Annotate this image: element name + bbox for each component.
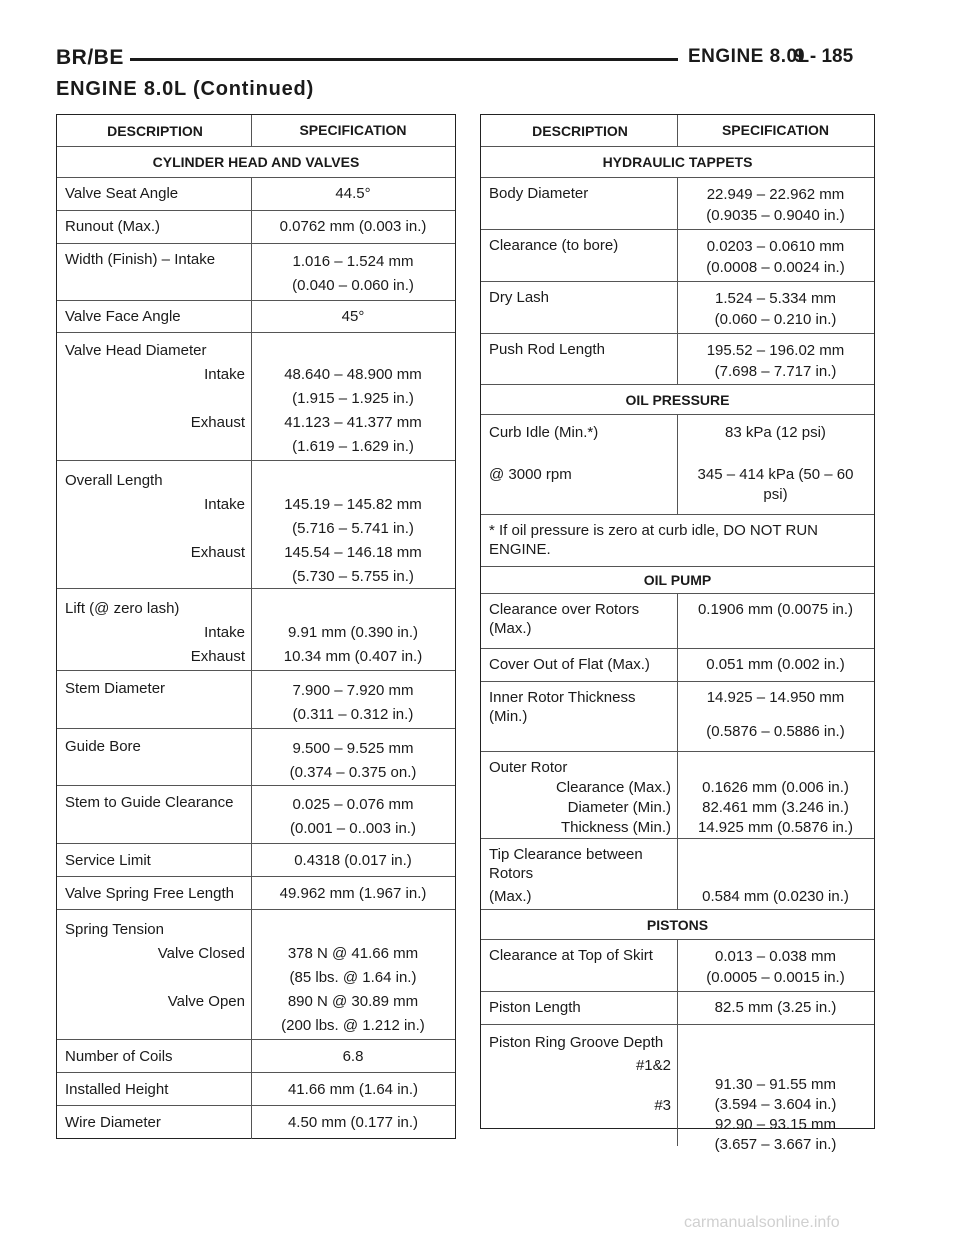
value-line: (0.5876 – 0.5886 in.) — [706, 723, 845, 740]
table-row — [481, 939, 874, 991]
row-description: Wire Diameter — [65, 1114, 161, 1131]
value-line: (0.001 – 0..003 in.) — [290, 820, 416, 837]
value-line: 345 – 414 kPa (50 – 60 — [697, 466, 854, 483]
value-line: 9.500 – 9.525 mm — [292, 740, 414, 757]
value-line: 145.19 – 145.82 mm — [284, 496, 422, 513]
row-label: Tip Clearance between Rotors — [489, 846, 643, 882]
table-row — [481, 281, 874, 333]
value-line: 22.949 – 22.962 mm — [706, 186, 845, 203]
row-value — [677, 940, 873, 991]
row-value — [251, 729, 454, 785]
section-title — [481, 566, 874, 593]
row-label: Lift (@ zero lash) — [65, 600, 180, 617]
row-label: Outer Rotor — [489, 759, 568, 776]
row-label: Piston Ring Groove Depth — [489, 1034, 664, 1051]
table-row — [57, 728, 455, 785]
row-value — [677, 1025, 873, 1153]
watermark: carmanualsonline.info — [684, 1214, 840, 1231]
table-row — [481, 333, 874, 384]
table-row — [481, 681, 874, 751]
sub-label: Valve Open — [167, 993, 245, 1010]
table-row — [481, 751, 874, 838]
row-description: Dry Lash — [489, 289, 550, 306]
sub-label: Intake — [204, 624, 245, 641]
value-line: 145.54 – 146.18 mm — [284, 544, 422, 561]
table-row — [57, 843, 455, 876]
value-line: (1.619 – 1.629 in.) — [292, 438, 414, 455]
sub-label: Intake — [204, 496, 245, 513]
value-line: 1.016 – 1.524 mm — [292, 253, 414, 270]
row-description: Stem to Guide Clearance — [65, 794, 234, 811]
header-rule — [130, 58, 678, 61]
value-line: (5.716 – 5.741 in.) — [292, 520, 414, 537]
row-description: Installed Height — [65, 1081, 169, 1098]
row-description — [57, 910, 251, 1039]
row-description: Clearance (to bore) — [489, 237, 619, 254]
row-label: Overall Length — [65, 472, 163, 489]
header-section: ENGINE 8.0L — [688, 46, 810, 67]
value-line: 82.461 mm (3.246 in.) — [702, 799, 849, 816]
value-line: 0.1626 mm (0.006 in.) — [702, 779, 849, 796]
row-label: @ 3000 rpm — [489, 466, 572, 483]
value-line: psi) — [763, 486, 788, 503]
value-line: (3.594 – 3.604 in.) — [714, 1096, 837, 1113]
section-title-text: HYDRAULIC TAPPETS — [602, 154, 753, 170]
table-row — [481, 414, 874, 514]
table-header — [57, 115, 455, 146]
value-line: 91.30 – 91.55 mm — [715, 1076, 836, 1093]
sub-label: #3 — [654, 1097, 671, 1114]
value-line: 1.524 – 5.334 mm — [715, 290, 836, 307]
row-description: Valve Spring Free Length — [65, 885, 234, 902]
value-line: (0.040 – 0.060 in.) — [292, 277, 414, 294]
row-description: Clearance over Rotors (Max.) — [489, 601, 640, 637]
row-value — [251, 671, 454, 728]
value-line: 14.925 mm (0.5876 in.) — [697, 819, 854, 836]
section-title — [481, 384, 874, 414]
row-description: Piston Length — [489, 999, 581, 1016]
value-line: 48.640 – 48.900 mm — [284, 366, 422, 383]
row-description — [481, 1025, 677, 1146]
value-line: (0.060 – 0.210 in.) — [714, 311, 837, 328]
sub-label: Exhaust — [190, 544, 245, 561]
row-value — [251, 244, 454, 300]
sub-label: Valve Closed — [157, 945, 245, 962]
row-value: 0.584 mm (0.0230 in.) — [677, 839, 873, 909]
row-value: 41.66 mm (1.64 in.) — [251, 1073, 454, 1105]
row-label: Curb Idle (Min.*) — [489, 424, 599, 441]
value-line: (5.730 – 5.755 in.) — [292, 568, 414, 585]
row-description: Valve Seat Angle — [65, 185, 179, 202]
table-row — [57, 909, 455, 1039]
table-row — [481, 1024, 874, 1153]
section-title-text: OIL PRESSURE — [625, 391, 730, 408]
row-value: 45° — [251, 301, 454, 332]
row-value: 0.0762 mm (0.003 in.) — [251, 211, 454, 243]
row-value — [677, 178, 873, 229]
section-title-text: PISTONS — [646, 916, 709, 933]
table-row — [57, 332, 455, 460]
value-line: (7.698 – 7.717 in.) — [714, 363, 837, 380]
row-description: Stem Diameter — [65, 680, 166, 697]
table-row — [57, 876, 455, 909]
value-line: (3.657 – 3.667 in.) — [714, 1136, 837, 1153]
sub-label: Exhaust — [190, 648, 245, 665]
table-row — [57, 300, 455, 332]
row-value — [251, 333, 454, 460]
section-title — [481, 909, 874, 939]
column-header-description: DESCRIPTION — [107, 122, 203, 139]
value-line: 0.013 – 0.038 mm — [715, 948, 836, 965]
value-line: 10.34 mm (0.407 in.) — [283, 648, 423, 665]
value-line: 7.900 – 7.920 mm — [292, 682, 414, 699]
value-line: 0.025 – 0.076 mm — [292, 796, 414, 813]
table-row — [57, 670, 455, 728]
note-text: * If oil pressure is zero at curb idle, DO NOT RUN ENGINE. — [489, 522, 818, 558]
table-row — [57, 177, 455, 210]
row-description — [57, 589, 251, 670]
row-description: Runout (Max.) — [65, 218, 161, 235]
column-header-specification: SPECIFICATION — [677, 115, 873, 146]
row-value: 4.50 mm (0.177 in.) — [251, 1106, 454, 1139]
section-title — [57, 146, 455, 177]
table-row — [481, 648, 874, 681]
row-value — [677, 682, 873, 751]
table-row — [57, 1039, 455, 1072]
row-description: Inner Rotor Thickness (Min.) — [489, 689, 636, 725]
value-line: (200 lbs. @ 1.212 in.) — [281, 1017, 425, 1034]
row-description — [481, 415, 677, 514]
table-header — [481, 115, 874, 146]
value-line: 9.91 mm (0.390 in.) — [287, 624, 419, 641]
column-header-description: DESCRIPTION — [532, 122, 628, 139]
row-value: 6.8 — [251, 1040, 454, 1072]
row-value: 44.5° — [251, 178, 454, 210]
sub-label: Intake — [204, 366, 245, 383]
row-label: Spring Tension — [65, 921, 164, 938]
table-row — [57, 1105, 455, 1139]
row-description: Cover Out of Flat (Max.) — [489, 656, 650, 673]
sub-label: #1&2 — [635, 1057, 671, 1074]
value-line: (1.915 – 1.925 in.) — [292, 390, 414, 407]
table-row — [481, 593, 874, 648]
row-description: Clearance at Top of Skirt — [489, 947, 653, 964]
page-number: 9 - 185 — [794, 46, 854, 67]
row-label: Valve Head Diameter — [65, 342, 207, 359]
row-value — [677, 282, 873, 333]
row-value — [677, 752, 873, 838]
row-description: Width (Finish) – Intake — [65, 251, 216, 268]
value-line: (0.311 – 0.312 in.) — [292, 706, 414, 723]
value-line: 0.0203 – 0.0610 mm — [706, 238, 845, 255]
section-title-text: CYLINDER HEAD AND VALVES — [152, 154, 360, 170]
row-description: Guide Bore — [65, 738, 141, 755]
row-description: Service Limit — [65, 852, 151, 869]
table-row — [57, 1072, 455, 1105]
sub-label: (Max.) — [489, 888, 532, 905]
value-line: (0.0005 – 0.0015 in.) — [706, 969, 845, 986]
row-value — [251, 910, 454, 1039]
row-description — [57, 333, 251, 460]
sub-label: Exhaust — [190, 414, 245, 431]
table-row — [481, 229, 874, 281]
left-spec-table — [56, 114, 456, 1139]
row-description: Valve Face Angle — [65, 308, 181, 325]
right-spec-table — [480, 114, 875, 1153]
row-description: Push Rod Length — [489, 341, 605, 358]
section-title-text: OIL PUMP — [643, 572, 712, 588]
row-value: 82.5 mm (3.25 in.) — [677, 992, 873, 1024]
value-line: 890 N @ 30.89 mm — [287, 993, 419, 1010]
value-line: (85 lbs. @ 1.64 in.) — [289, 969, 417, 986]
note-row — [481, 514, 874, 566]
table-row — [57, 588, 455, 670]
value-line: 83 kPa (12 psi) — [725, 424, 826, 441]
page-title: ENGINE 8.0L (Continued) — [56, 78, 315, 100]
row-value — [251, 461, 454, 588]
row-value — [677, 334, 873, 384]
row-value: 0.051 mm (0.002 in.) — [677, 649, 873, 681]
table-row — [57, 210, 455, 243]
row-value — [677, 415, 873, 514]
value-line: 92.90 – 93.15 mm — [715, 1116, 836, 1133]
value-line: 195.52 – 196.02 mm — [706, 342, 845, 359]
row-description: Body Diameter — [489, 185, 589, 202]
column-header-specification: SPECIFICATION — [251, 115, 454, 146]
row-description — [481, 752, 677, 838]
row-description — [481, 839, 677, 909]
value-line: 378 N @ 41.66 mm — [287, 945, 419, 962]
header-model: BR/BE — [56, 46, 124, 69]
table-row — [57, 460, 455, 588]
row-value: 0.4318 (0.017 in.) — [251, 844, 454, 876]
row-value: 49.962 mm (1.967 in.) — [251, 877, 454, 909]
table-row — [481, 991, 874, 1024]
row-value: 0.1906 mm (0.0075 in.) — [677, 594, 873, 648]
value-line: 41.123 – 41.377 mm — [284, 414, 422, 431]
row-value — [251, 589, 454, 670]
row-value — [677, 230, 873, 281]
value-line: (0.0008 – 0.0024 in.) — [706, 259, 845, 276]
value-line: 14.925 – 14.950 mm — [706, 689, 845, 706]
row-description: Number of Coils — [65, 1048, 173, 1065]
sub-label: Thickness (Min.) — [560, 819, 671, 836]
row-description — [57, 461, 251, 588]
section-title — [481, 146, 874, 177]
table-row — [481, 838, 874, 909]
table-row — [57, 785, 455, 843]
row-value — [251, 786, 454, 843]
table-row — [57, 243, 455, 300]
table-row — [481, 177, 874, 229]
value-line: (0.9035 – 0.9040 in.) — [706, 207, 845, 224]
sub-label: Diameter (Min.) — [567, 799, 671, 816]
value-line: (0.374 – 0.375 on.) — [289, 764, 417, 781]
sub-label: Clearance (Max.) — [555, 779, 671, 796]
